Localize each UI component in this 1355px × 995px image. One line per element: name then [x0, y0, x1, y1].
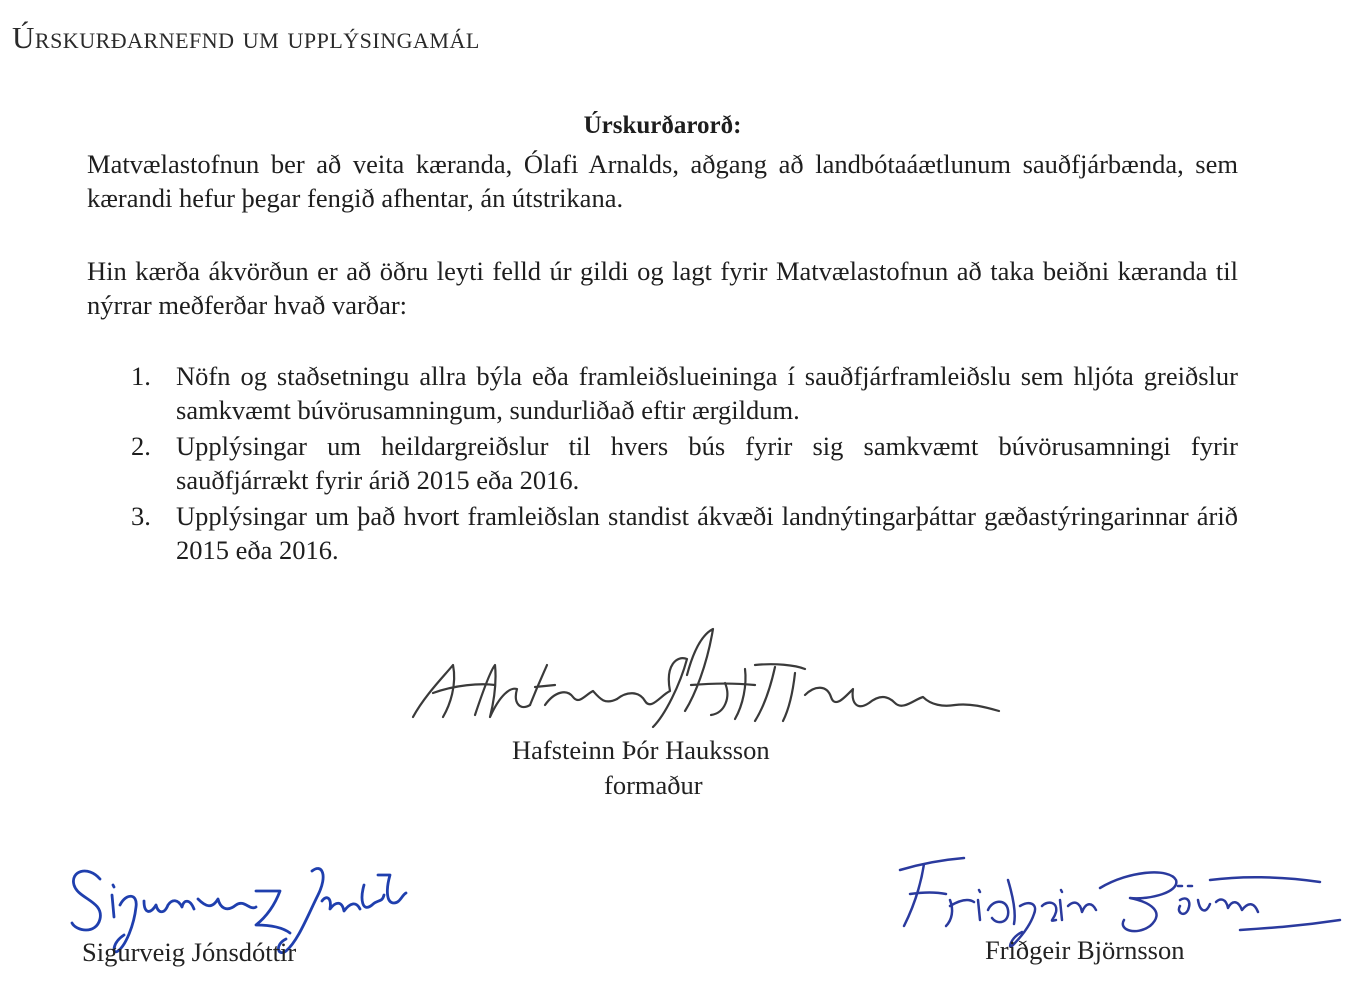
list-item-text: Upplýsingar um heildargreiðslur til hvers bús fyrir sig samkvæmt búvörusamningi fyrir sauðfjárrækt fyrir árið 2015 eða 2016. — [176, 431, 1238, 495]
chair-title: formaður — [604, 770, 703, 800]
ruling-paragraph-2: Hin kærða ákvörðun er að öðru leyti felld úr gildi og lagt fyrir Matvælastofnun að taka beiðni kæranda til nýrrar meðferðar hvað varðar: — [87, 256, 1238, 320]
organization-title — [12, 20, 480, 56]
list-item-number: 2. — [131, 431, 151, 461]
organization-title-rest: rskurðarnefnd um upplýsingamál — [34, 20, 480, 55]
ruling-item-list — [87, 359, 1238, 569]
chair-name: Hafsteinn Þór Hauksson — [512, 735, 770, 765]
list-item-number: 3. — [131, 501, 151, 531]
ruling-paragraph-1: Matvælastofnun ber að veita kæranda, Ólafi Arnalds, aðgang að landbótaáætlunum sauðfjárbænda, sem kærandi hefur þegar fengið afhentar, án útstrikana. — [87, 149, 1238, 213]
list-item-number: 1. — [131, 361, 151, 391]
chair-signature-strokes — [413, 629, 999, 727]
left-signer-name: Sigurveig Jónsdóttir — [82, 937, 297, 967]
ruling-heading: Úrskurðarorð: — [583, 112, 742, 139]
list-item — [87, 359, 1238, 427]
list-item-text: Nöfn og staðsetningu allra býla eða framleiðslueininga í sauðfjárframleiðslu sem hljóta greiðslur samkvæmt búvörusamningum, sundurliðað eftir ærgildum. — [176, 361, 1238, 425]
right-signer-name: Friðgeir Björnsson — [985, 935, 1185, 965]
list-item-text: Upplýsingar um það hvort framleiðslan standist ákvæði landnýtingarþáttar gæðastýringarinnar árið 2015 eða 2016. — [176, 501, 1238, 565]
list-item — [87, 429, 1238, 497]
organization-title-initial: Ú — [12, 20, 35, 55]
list-item — [87, 499, 1238, 567]
chair-signature — [395, 625, 1005, 735]
